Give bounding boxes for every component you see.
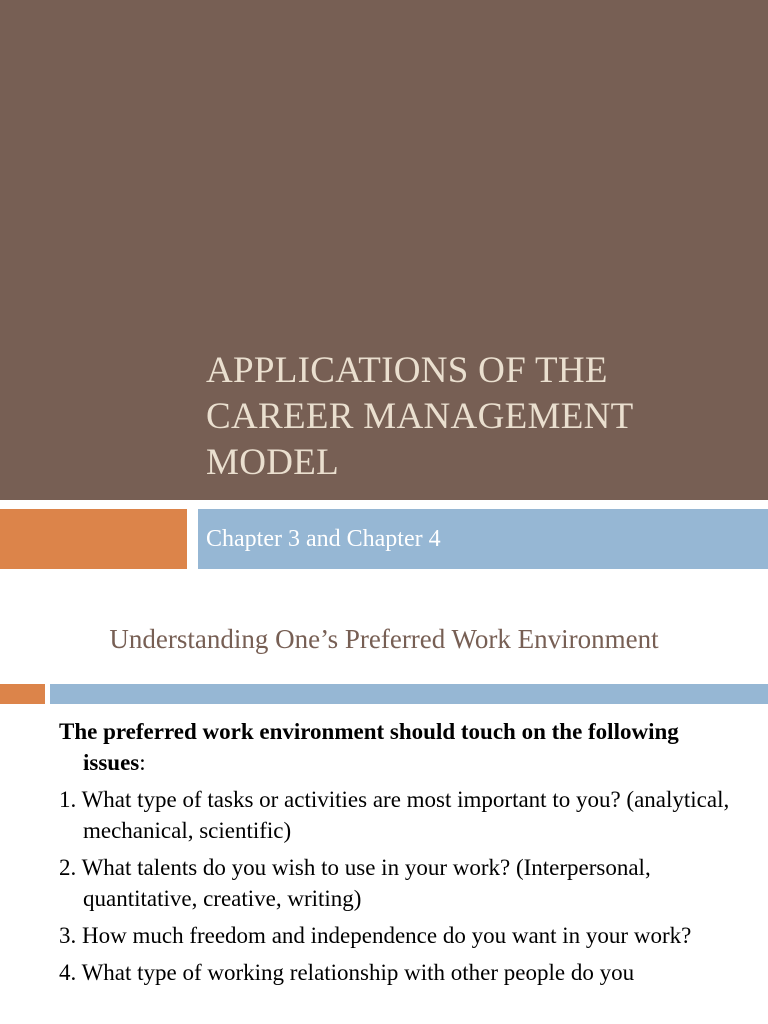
list-intro-bold: The preferred work environment should touch on the following issues: [59, 719, 679, 775]
slide-subtitle: Chapter 3 and Chapter 4: [206, 526, 441, 552]
slide-title-line-3: MODEL: [206, 442, 340, 483]
orange-accent-block: [0, 509, 187, 569]
orange-accent-bar: [0, 684, 45, 704]
issues-list: [59, 716, 739, 994]
list-intro-suffix: :: [139, 750, 146, 775]
slide-title-line-2: CAREER MANAGEMENT: [206, 396, 634, 437]
blue-accent-bar: [50, 684, 768, 704]
list-item: 3. How much freedom and independence do you want in your work?: [59, 923, 692, 948]
list-item: 1. What type of tasks or activities are most important to you? (analytical, mechanical, scientific): [59, 787, 730, 843]
slide-title-line-1: APPLICATIONS OF THE: [206, 350, 608, 391]
title-band: [0, 0, 768, 500]
list-item: 2. What talents do you wish to use in your work? (Interpersonal, quantitative, creative, writing): [59, 855, 651, 911]
list-item: 4. What type of working relationship with other people do you: [59, 960, 635, 985]
slide-title: [206, 348, 746, 486]
slide2-title: Understanding One’s Preferred Work Environment: [109, 624, 659, 654]
subtitle-band: [198, 509, 768, 569]
list-intro: [59, 716, 739, 778]
